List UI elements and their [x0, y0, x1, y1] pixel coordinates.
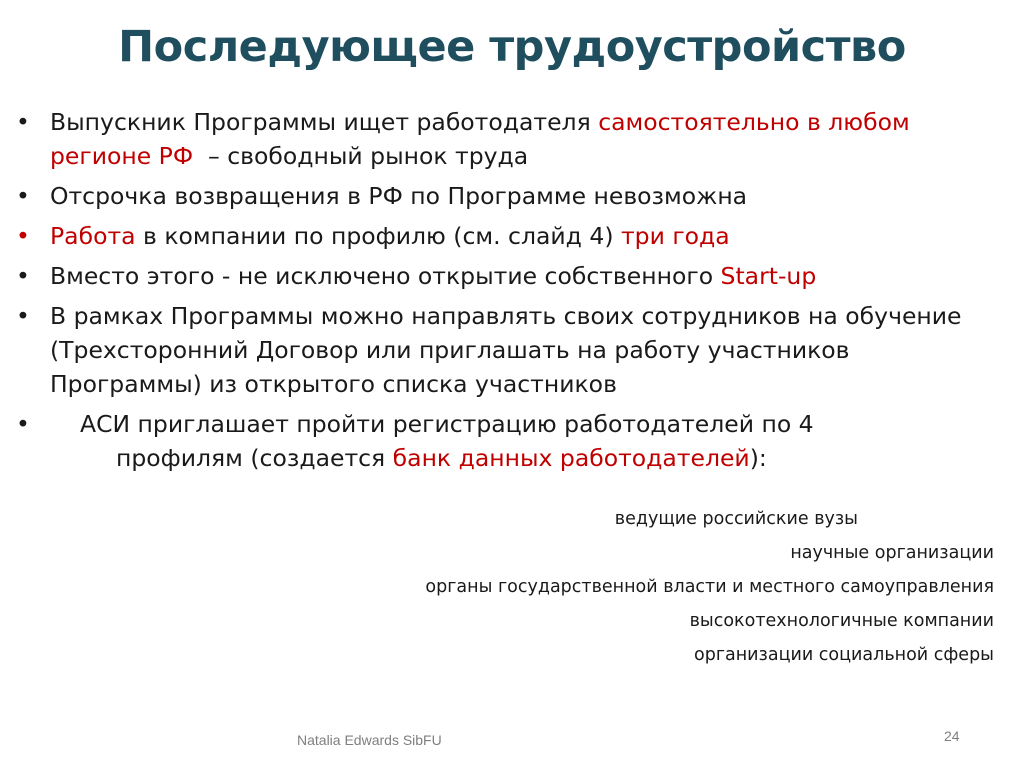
- bullet-text-highlight: самостоятельно в любом регионе РФ: [50, 108, 910, 170]
- profile-item: организации социальной сферы: [694, 645, 994, 665]
- bullet-text-line2: [80, 441, 976, 475]
- bullet-item-4: [16, 259, 976, 293]
- bullet-item-3: [16, 219, 976, 253]
- bullet-text: [50, 262, 816, 290]
- bullet-marker: •: [16, 182, 30, 210]
- bullet-text: Отсрочка возвращения в РФ по Программе невозможна: [50, 182, 748, 210]
- bullet-list: [16, 105, 976, 481]
- profile-item: высокотехнологичные компании: [689, 611, 994, 631]
- bullet-text-part: в компании по профилю (см. слайд 4): [135, 222, 621, 250]
- bullet-text-line1: АСИ приглашает пройти регистрацию работодателей по 4: [80, 410, 814, 438]
- bullet-marker: •: [16, 222, 30, 250]
- slide-title: Последующее трудоустройство: [118, 22, 906, 72]
- bullet-item-5: [16, 299, 976, 401]
- profile-item: органы государственной власти и местного самоуправления: [425, 577, 994, 597]
- bullet-text: В рамках Программы можно направлять своих сотрудников на обучение (Трехсторонний Договор или приглашать на работу участников Программы) из открытого списка участников: [50, 302, 962, 398]
- footer-author: Natalia Edwards SibFU: [297, 732, 442, 748]
- page-number: 24: [944, 728, 960, 744]
- bullet-text: [50, 407, 976, 475]
- bullet-marker: •: [16, 302, 30, 330]
- bullet-text: [50, 108, 910, 170]
- bullet-text-highlight: три года: [620, 222, 730, 250]
- bullet-text-part: Вместо этого - не исключено открытие собственного: [50, 262, 721, 290]
- bullet-marker: •: [16, 262, 30, 290]
- bullet-marker: •: [16, 410, 30, 438]
- bullet-text-highlight: банк данных работодателей: [392, 444, 750, 472]
- bullet-text-highlight: Работа: [50, 222, 136, 250]
- profile-item: научные организации: [790, 543, 994, 563]
- profile-item: ведущие российские вузы: [614, 509, 858, 529]
- bullet-text-part: профилям (создается: [116, 444, 393, 472]
- bullet-text-part: Выпускник Программы ищет работодателя: [50, 108, 599, 136]
- bullet-item-1: [16, 105, 976, 173]
- bullet-item-6: [16, 407, 976, 475]
- bullet-text-part: ):: [749, 444, 767, 472]
- bullet-text-part: – свободный рынок труда: [193, 142, 529, 170]
- bullet-marker: •: [16, 108, 30, 136]
- bullet-item-2: [16, 179, 976, 213]
- bullet-text-highlight: Start-up: [720, 262, 817, 290]
- profiles-list: [194, 502, 994, 672]
- bullet-text: [50, 222, 730, 250]
